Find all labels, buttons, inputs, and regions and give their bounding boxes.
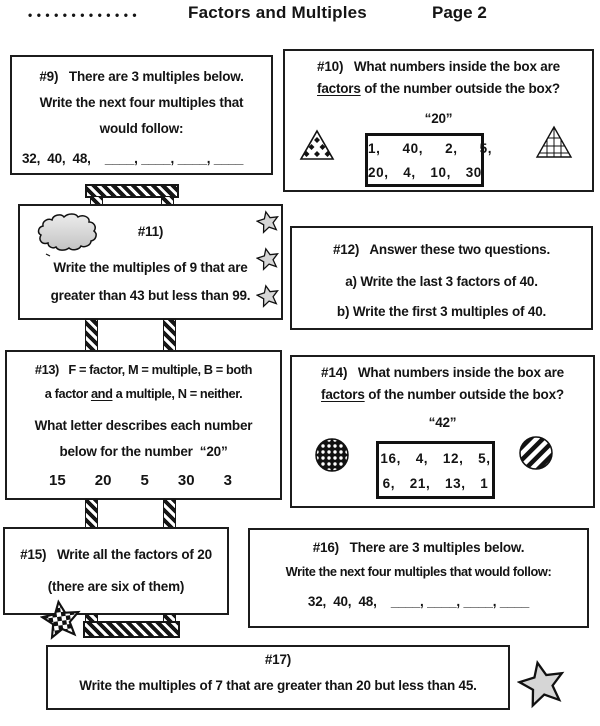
- underlined-word: factors: [317, 81, 361, 96]
- question-11-box: [18, 204, 283, 320]
- question-12-line1: #12) Answer these two questions.: [332, 242, 550, 257]
- question-9-box: [10, 55, 273, 175]
- question-10-line1: #10) What numbers inside the box are: [317, 59, 560, 74]
- question-10-line2: [285, 81, 592, 96]
- question-10-number-box: [365, 133, 493, 187]
- hatched-bar: [83, 621, 180, 638]
- question-9-line1: #9) There are 3 multiples below.: [39, 69, 244, 84]
- q13-number: 30: [177, 472, 195, 489]
- polka-dot-circle-icon: [314, 437, 350, 473]
- question-16-line1: #16) There are 3 multiples below.: [312, 540, 525, 555]
- question-13-line2: [7, 386, 280, 401]
- question-16-box: [248, 528, 589, 628]
- question-14-number-box: [376, 441, 495, 499]
- underlined-word: and: [90, 386, 113, 401]
- question-13-line3: What letter describes each number: [34, 418, 253, 433]
- question-14-box-line1: 16, 4, 12, 5,: [380, 451, 491, 466]
- page-number: Page 2: [432, 3, 487, 22]
- header-dots: •••••••••••••: [28, 8, 142, 22]
- question-14-line2-rest: of the number outside the box?: [364, 387, 564, 402]
- large-star-icon: [517, 659, 567, 709]
- question-11-line1: Write the multiples of 9 that are: [53, 260, 248, 275]
- question-15-line1: #15) Write all the factors of 20: [20, 547, 212, 562]
- hatched-post: [85, 319, 98, 351]
- question-9-sequence: 32, 40, 48, ____, ____, ____, ____: [22, 151, 244, 166]
- q13-number: 3: [223, 472, 232, 489]
- question-14-box: [290, 355, 595, 508]
- question-9-line2: Write the next four multiples that: [39, 95, 244, 110]
- question-16-line2: Write the next four multiples that would follow:: [285, 564, 552, 579]
- question-13-box: [5, 350, 282, 500]
- question-14-line2: [292, 387, 593, 402]
- question-13-numbers: [49, 472, 232, 489]
- star-icon: [256, 247, 280, 271]
- hatched-post: [163, 319, 176, 351]
- question-17-box: [46, 645, 510, 710]
- question-11-number: #11): [137, 224, 164, 239]
- question-13-line1: #13) F = factor, M = multiple, B = both: [34, 362, 253, 377]
- question-11-line2: greater than 43 but less than 99.: [50, 288, 251, 303]
- question-16-sequence: 32, 40, 48, ____, ____, ____, ____: [307, 594, 530, 609]
- hatched-post: [163, 499, 176, 528]
- q13-number: 5: [140, 472, 149, 489]
- question-14-box-line2: 6, 21, 13, 1: [382, 476, 489, 491]
- question-15-box: [3, 527, 229, 615]
- question-17-line1: Write the multiples of 7 that are greater than 20 but less than 45.: [79, 678, 477, 693]
- question-9-line3: would follow:: [99, 121, 184, 136]
- question-10-line2-rest: of the number outside the box?: [360, 81, 560, 96]
- question-12-box: [290, 226, 593, 330]
- question-13-line2-part2: a multiple, N = neither.: [112, 386, 243, 401]
- page-title: Factors and Multiples: [188, 3, 367, 22]
- question-13-line2-part1: a factor: [44, 386, 91, 401]
- question-10-target-number: “20”: [424, 111, 453, 126]
- question-14-target-number: “42”: [428, 415, 457, 430]
- star-icon: [256, 210, 280, 234]
- striped-circle-icon: [518, 435, 554, 471]
- question-12-item-a: a) Write the last 3 factors of 40.: [345, 274, 538, 289]
- question-10-box-line1: 1, 40, 2, 5,: [368, 141, 493, 156]
- q13-number: 20: [94, 472, 112, 489]
- checkered-star-icon: [40, 599, 82, 641]
- question-15-line2: (there are six of them): [47, 579, 185, 594]
- hatched-post: [85, 499, 98, 528]
- question-14-line1: #14) What numbers inside the box are: [321, 365, 564, 380]
- q13-number: 15: [49, 472, 66, 489]
- question-12-item-b: b) Write the first 3 multiples of 40.: [336, 304, 547, 319]
- question-10-box-line2: 20, 4, 10, 30: [368, 165, 482, 180]
- underlined-word: factors: [321, 387, 365, 402]
- star-icon: [256, 284, 280, 308]
- dotted-triangle-icon: [299, 129, 335, 161]
- question-17-number: #17): [264, 652, 292, 667]
- question-10-box: [283, 49, 594, 192]
- grid-triangle-icon: [535, 125, 573, 159]
- question-13-line4: below for the number “20”: [59, 444, 228, 459]
